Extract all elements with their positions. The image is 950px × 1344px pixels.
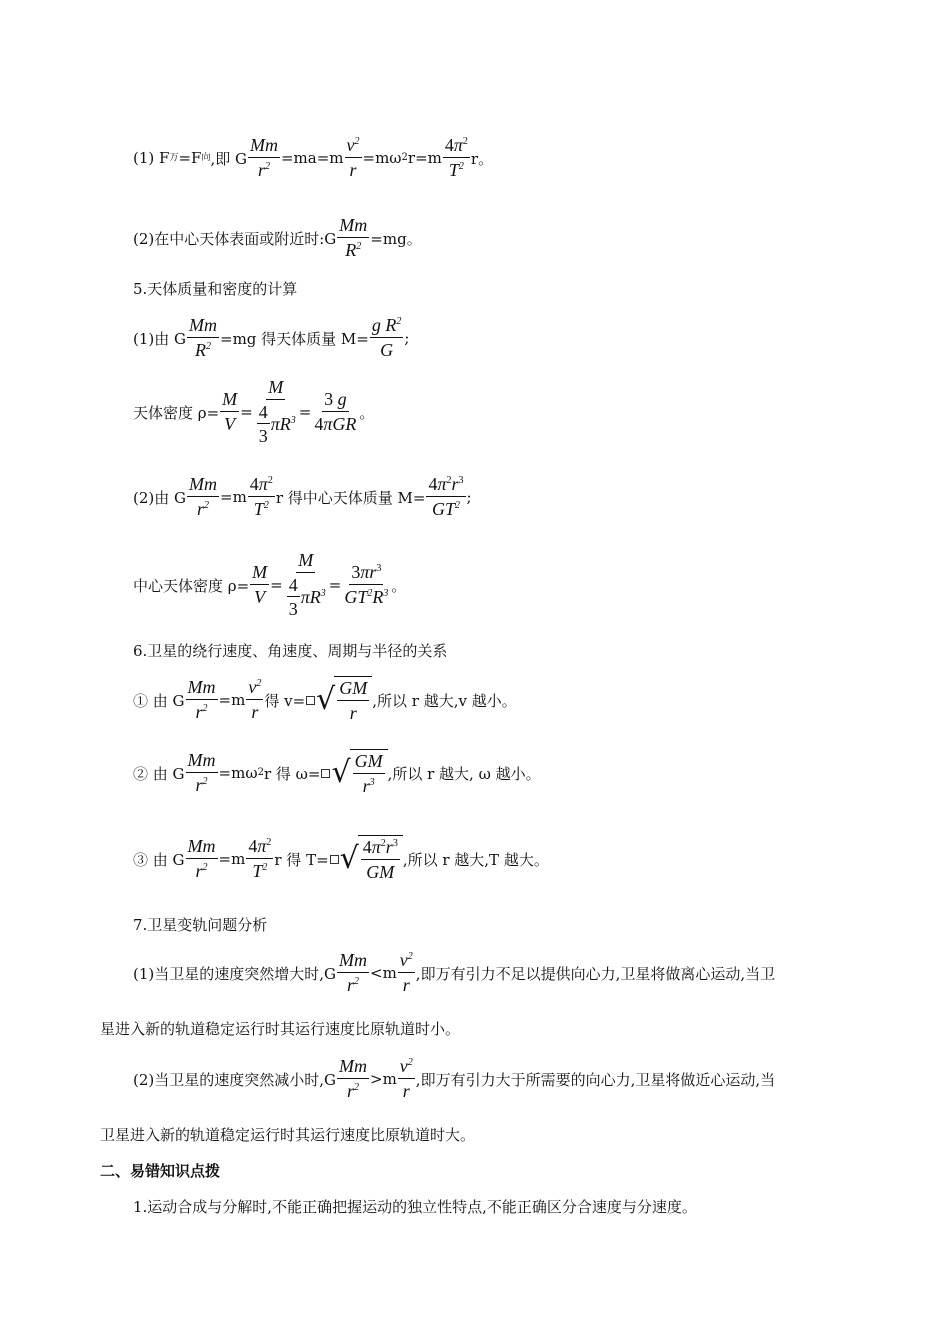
square-root: √ $\frac{GM}{r^3}$ — [331, 749, 387, 796]
fraction: $\frac{Mm}{R^2}$ — [189, 315, 217, 360]
fraction: $\frac{v^2}{r}$ — [248, 677, 262, 722]
fraction: $\frac{3 g}{\text{4πGR}}$ — [314, 389, 357, 434]
fraction: M $\frac{4}{3}$ $\pi R^3$ — [258, 376, 296, 447]
fraction: $\frac{v^2}{r}$ — [399, 950, 413, 995]
formula-line-5b: 天体密度 ρ= $\frac{M}{V}$ = M $\frac{4}{3}$ $\pi R^3$ = $\frac{3 g}{\text{4πGR}}$ 。 — [133, 376, 375, 447]
paragraph-continuation: 星进入新的轨道稳定运行时其运行速度比原轨道时小。 — [100, 1019, 461, 1038]
fraction: $\frac{4\pi^2}{T^2}$ — [248, 836, 272, 881]
fraction: $\frac{v^2}{r}$ — [399, 1056, 413, 1101]
formula-line-5c: (2)由 G $\frac{Mm}{r^2}$ =m $\frac{4\pi^2}{T^2}$ r 得中心天体质量 M= $\frac{4\pi^2r^3}{GT^2}$ ; — [133, 474, 472, 519]
formula-line-6a: ① 由 G $\frac{Mm}{r^2}$ =m $\frac{v^2}{r}$ 得 v= √ $\frac{GM}{r}$ ,所以 r 越大,v 越小。 — [133, 677, 517, 723]
fraction: $\frac{4\pi^2r^3}{GT^2}$ — [428, 474, 464, 519]
fraction: $\frac{Mm}{r^2}$ — [187, 836, 216, 881]
fraction: $\frac{Mm}{r^2}$ — [339, 1056, 367, 1101]
formula-line-6b: ② 由 G $\frac{Mm}{r^2}$ =mω 2 r 得 ω= √ $\frac{GM}{r^3}$ ,所以 r 越大, ω 越小。 — [133, 750, 541, 796]
fraction: $\frac{Mm}{r^2}$ — [249, 135, 278, 180]
paragraph-continuation: 卫星进入新的轨道稳定运行时其运行速度比原轨道时大。 — [100, 1125, 476, 1144]
section-title-5: 5.天体质量和密度的计算 — [133, 279, 298, 298]
formula-line-2: (2)在中心天体表面或附近时:G $\frac{Mm}{R^2}$ =mg。 — [133, 215, 422, 260]
section-title-7: 7.卫星变轨问题分析 — [133, 915, 268, 934]
fraction: $\frac{4\pi^2}{T^2}$ — [249, 474, 273, 519]
fraction: $\frac{Mm}{r^2}$ — [339, 950, 367, 995]
fraction: $\frac{4\pi^2}{T^2}$ — [444, 135, 468, 180]
fraction: $\frac{3\pi r^3}{GT^2R^3}$ — [344, 562, 389, 607]
formula-line-5d: 中心天体密度 ρ= $\frac{M}{V}$ = M $\frac{4}{3}$ $\pi R^3$ = $\frac{3\pi r^3}{GT^2R^3}$ 。 — [133, 549, 407, 620]
fraction: $\frac{Mm}{R^2}$ — [339, 215, 368, 260]
formula-line-6c: ③ 由 G $\frac{Mm}{r^2}$ =m $\frac{4\pi^2}{T^2}$ r 得 T= √ $\frac{4\pi^2r^3}{GM}$ ,所以 r 越大,T 越大。 — [133, 836, 549, 882]
square-root: √ $\frac{GM}{r}$ — [316, 676, 372, 723]
fraction: $\frac{g R^2}{G}$ — [371, 315, 402, 360]
formula-line-7a: (1)当卫星的速度突然增大时,G $\frac{Mm}{r^2}$ <m $\frac{v^2}{r}$ ,即万有引力不足以提供向心力,卫星将做离心运动,当卫 — [133, 950, 776, 995]
section-heading: 二、易错知识点拨 — [100, 1161, 221, 1180]
square-root: √ $\frac{4\pi^2r^3}{GM}$ — [340, 835, 403, 882]
formula-line-7b: (2)当卫星的速度突然减小时,G $\frac{Mm}{r^2}$ >m $\frac{v^2}{r}$ ,即万有引力大于所需要的向心力,卫星将做近心运动,当 — [133, 1056, 776, 1101]
paragraph: 1.运动合成与分解时,不能正确把握运动的独立性特点,不能正确区分合速度与分速度。 — [133, 1197, 697, 1216]
fraction: $\frac{Mm}{r^2}$ — [187, 677, 216, 722]
placeholder-box-icon — [321, 769, 330, 778]
formula-line-1: (1) F 万 =F 向 ,即 G $\frac{Mm}{r^2}$ =ma=m $\frac{v^2}{r}$ =mω 2 r=m $\frac{4\pi^2}{T^2}$ r。 — [133, 135, 494, 180]
fraction: $\frac{Mm}{r^2}$ — [187, 750, 216, 795]
formula-line-5a: (1)由 G $\frac{Mm}{R^2}$ =mg 得天体质量 M= $\frac{g R^2}{G}$ ; — [133, 315, 410, 360]
fraction: $\frac{v^2}{r}$ — [346, 135, 360, 180]
placeholder-box-icon — [306, 696, 315, 705]
fraction: M $\frac{4}{3}$ $\pi R^3$ — [288, 549, 326, 620]
section-title-6: 6.卫星的绕行速度、角速度、周期与半径的关系 — [133, 641, 448, 660]
fraction: $\frac{M}{V}$ — [222, 389, 238, 434]
placeholder-box-icon — [330, 855, 339, 864]
fraction: $\frac{M}{V}$ — [252, 562, 268, 607]
fraction: $\frac{Mm}{r^2}$ — [189, 474, 217, 519]
